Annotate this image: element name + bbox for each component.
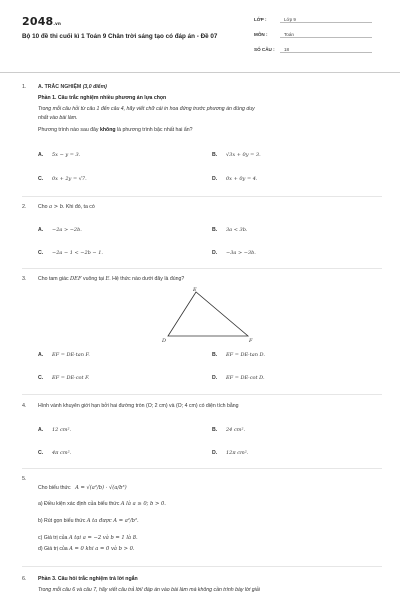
q1-option-c-letter: C.	[38, 176, 44, 182]
q3-option-a[interactable]	[38, 352, 90, 358]
q1-option-a-letter: A.	[38, 152, 44, 158]
q3-option-b-text: EF = DE·tan D.	[226, 352, 265, 358]
q2-option-c[interactable]	[38, 250, 103, 256]
exam-title: Bộ 10 đề thi cuối kì 1 Toán 9 Chân trời sáng tạo có đáp án - Đề 07	[22, 33, 218, 40]
part3-heading: Phần 3. Câu hỏi trắc nghiệm trả lời ngắn	[38, 576, 138, 582]
q2-text-pre: Cho	[38, 204, 49, 210]
meta-count-value: 18	[280, 47, 372, 53]
q3-option-a-letter: A.	[38, 352, 44, 358]
header-divider	[0, 72, 400, 73]
q5-statement-b-math: A ta được A = a²/b².	[86, 518, 139, 524]
q2-option-a-letter: A.	[38, 227, 44, 233]
q2-number: 2.	[22, 204, 27, 210]
q3-text-pre: Cho tam giác	[38, 276, 71, 282]
q4-option-b-text: 24 cm².	[226, 427, 246, 433]
q2-option-a-text: −2a > −2b.	[52, 227, 82, 233]
q2-option-c-letter: C.	[38, 250, 44, 256]
q3-option-c-text: EF = DE·cot F.	[52, 375, 90, 381]
q5-statement-d-math: A = 0 khi a = 0 và b > 0.	[69, 546, 135, 552]
q5-text-lead: Cho biểu thức	[38, 485, 71, 491]
meta-subject-label: MÔN :	[254, 32, 268, 37]
q4-option-c-letter: C.	[38, 450, 44, 456]
part3-instruction: Trong mỗi câu 6 và câu 7, hãy viết câu trả lời/ đáp án vào bài làm mà không cần trình bày lời giải	[38, 587, 260, 593]
logo-text: 2048	[22, 15, 54, 28]
q1-option-d-text: 0x + 0y = 4.	[226, 176, 258, 182]
vertex-label-e: E	[193, 287, 197, 293]
section-a-heading	[38, 84, 107, 90]
q1-number: 1.	[22, 84, 27, 90]
q5-number: 5.	[22, 476, 27, 482]
q4-option-d-letter: D.	[212, 450, 218, 456]
separator-4	[22, 468, 382, 469]
q1-text-pre: Phương trình nào sau đây	[38, 127, 100, 133]
separator-3	[22, 394, 382, 395]
q1-text-post: là phương trình bậc nhất hai ẩn?	[115, 127, 193, 133]
q4-text: Hình vành khuyên giới hạn bởi hai đường tròn (O; 2 cm) và (O; 4 cm) có diện tích bằng	[38, 403, 239, 409]
q2-option-d[interactable]	[212, 250, 256, 256]
q3-text-post: . Hệ thức nào dưới đây là đúng?	[109, 276, 185, 282]
q3-text-math1: DEF	[70, 276, 82, 282]
q4-option-a-letter: A.	[38, 427, 44, 433]
part1-heading: Phần 1. Câu trắc nghiệm nhiều phương án lựa chọn	[38, 95, 167, 101]
q5-statement-c-pre: c) Giá trị của	[38, 535, 69, 541]
meta-class-label: LỚP :	[254, 17, 267, 22]
q1-option-c[interactable]	[38, 176, 87, 182]
q1-option-a-text: 5x − y = 3.	[52, 152, 81, 158]
q4-option-a[interactable]	[38, 427, 71, 433]
q5-statement-a-pre: a) Điều kiện xác định của biểu thức	[38, 501, 121, 507]
q4-option-a-text: 12 cm².	[52, 427, 72, 433]
section-a-score: (3,0 điểm)	[82, 84, 107, 90]
q3-option-d[interactable]	[212, 375, 265, 381]
q1-option-a[interactable]	[38, 152, 80, 158]
q4-option-b-letter: B.	[212, 427, 218, 433]
q2-text	[38, 204, 95, 210]
separator-5	[22, 566, 382, 567]
q3-option-b[interactable]	[212, 352, 265, 358]
meta-class-value: Lớp 9	[280, 17, 372, 23]
q3-option-c[interactable]	[38, 375, 89, 381]
q4-option-b[interactable]	[212, 427, 245, 433]
separator-1	[22, 196, 382, 197]
q5-statement-b-pre: b) Rút gọn biểu thức	[38, 518, 87, 524]
q4-option-c-text: 4π cm².	[52, 450, 72, 456]
q5-statement-b[interactable]	[38, 518, 139, 524]
q4-option-d-text: 12π cm².	[226, 450, 249, 456]
q1-option-d-letter: D.	[212, 176, 218, 182]
vertex-label-f: F	[249, 338, 253, 344]
q1-option-b-letter: B.	[212, 152, 218, 158]
q3-option-d-letter: D.	[212, 375, 218, 381]
q1-option-d[interactable]	[212, 176, 258, 182]
triangle-def-shape	[168, 292, 248, 336]
q2-option-c-text: −2a − 1 < −2b − 1.	[52, 250, 103, 256]
part1-instruction-1: Trong mỗi câu hỏi từ câu 1 đến câu 4, hãy viết chữ cái in hoa đứng trước phương án đúng duy	[38, 106, 255, 112]
triangle-def-figure	[150, 284, 260, 346]
site-logo[interactable]	[22, 15, 61, 28]
meta-count-label: SỐ CÂU :	[254, 47, 275, 52]
q2-option-a[interactable]	[38, 227, 82, 233]
q2-option-b-letter: B.	[212, 227, 218, 233]
vertex-label-d: D	[162, 338, 167, 344]
q2-option-d-letter: D.	[212, 250, 218, 256]
q1-option-c-text: 0x + 2y = √7.	[52, 176, 87, 182]
separator-2	[22, 268, 382, 269]
part1-instruction-2: nhất vào bài làm.	[38, 115, 78, 121]
meta-class	[254, 17, 384, 23]
q1-text	[38, 127, 193, 133]
q2-text-math: a > b	[48, 204, 64, 210]
q3-option-a-text: EF = DE·tan F.	[52, 352, 90, 358]
q4-option-d[interactable]	[212, 450, 248, 456]
q3-number: 3.	[22, 276, 27, 282]
q5-statement-d-pre: d) Giá trị của	[38, 546, 70, 552]
q2-option-b[interactable]	[212, 227, 248, 233]
q2-option-b-text: 3a < 3b.	[226, 227, 248, 233]
logo-suffix: .vn	[53, 21, 61, 26]
q5-statement-d[interactable]	[38, 546, 135, 552]
meta-count	[254, 47, 384, 53]
meta-subject-value: Toán	[280, 32, 372, 38]
section-a-title: A. TRẮC NGHIỆM	[38, 84, 82, 90]
q1-option-b-text: √3x + 0y = 3.	[226, 152, 261, 158]
q2-text-post: . Khi đó, ta có	[63, 204, 95, 210]
q3-option-b-letter: B.	[212, 352, 218, 358]
q6-number: 6.	[22, 576, 27, 582]
q3-text-math2: E	[105, 276, 110, 282]
q5-statement-c-math: A tại a = −2 và b = 1 là 8.	[68, 535, 138, 541]
q3-text	[38, 276, 184, 282]
q4-number: 4.	[22, 403, 27, 409]
q3-option-d-text: EF = DE·cot D.	[226, 375, 265, 381]
q3-text-mid: vuông tại	[81, 276, 106, 282]
q5-expression: A = √(a²/b) · √(a/b³)	[75, 485, 127, 491]
q5-statement-c[interactable]	[38, 535, 138, 541]
q5-text	[38, 485, 127, 491]
q2-option-d-text: −3a > −3b.	[226, 250, 256, 256]
q5-statement-a[interactable]	[38, 501, 166, 507]
q4-option-c[interactable]	[38, 450, 71, 456]
q1-text-bold: không	[99, 127, 116, 133]
q5-statement-a-math: A là a ≥ 0; b > 0.	[120, 501, 166, 507]
meta-subject	[254, 32, 384, 38]
q3-option-c-letter: C.	[38, 375, 44, 381]
q1-option-b[interactable]	[212, 152, 261, 158]
